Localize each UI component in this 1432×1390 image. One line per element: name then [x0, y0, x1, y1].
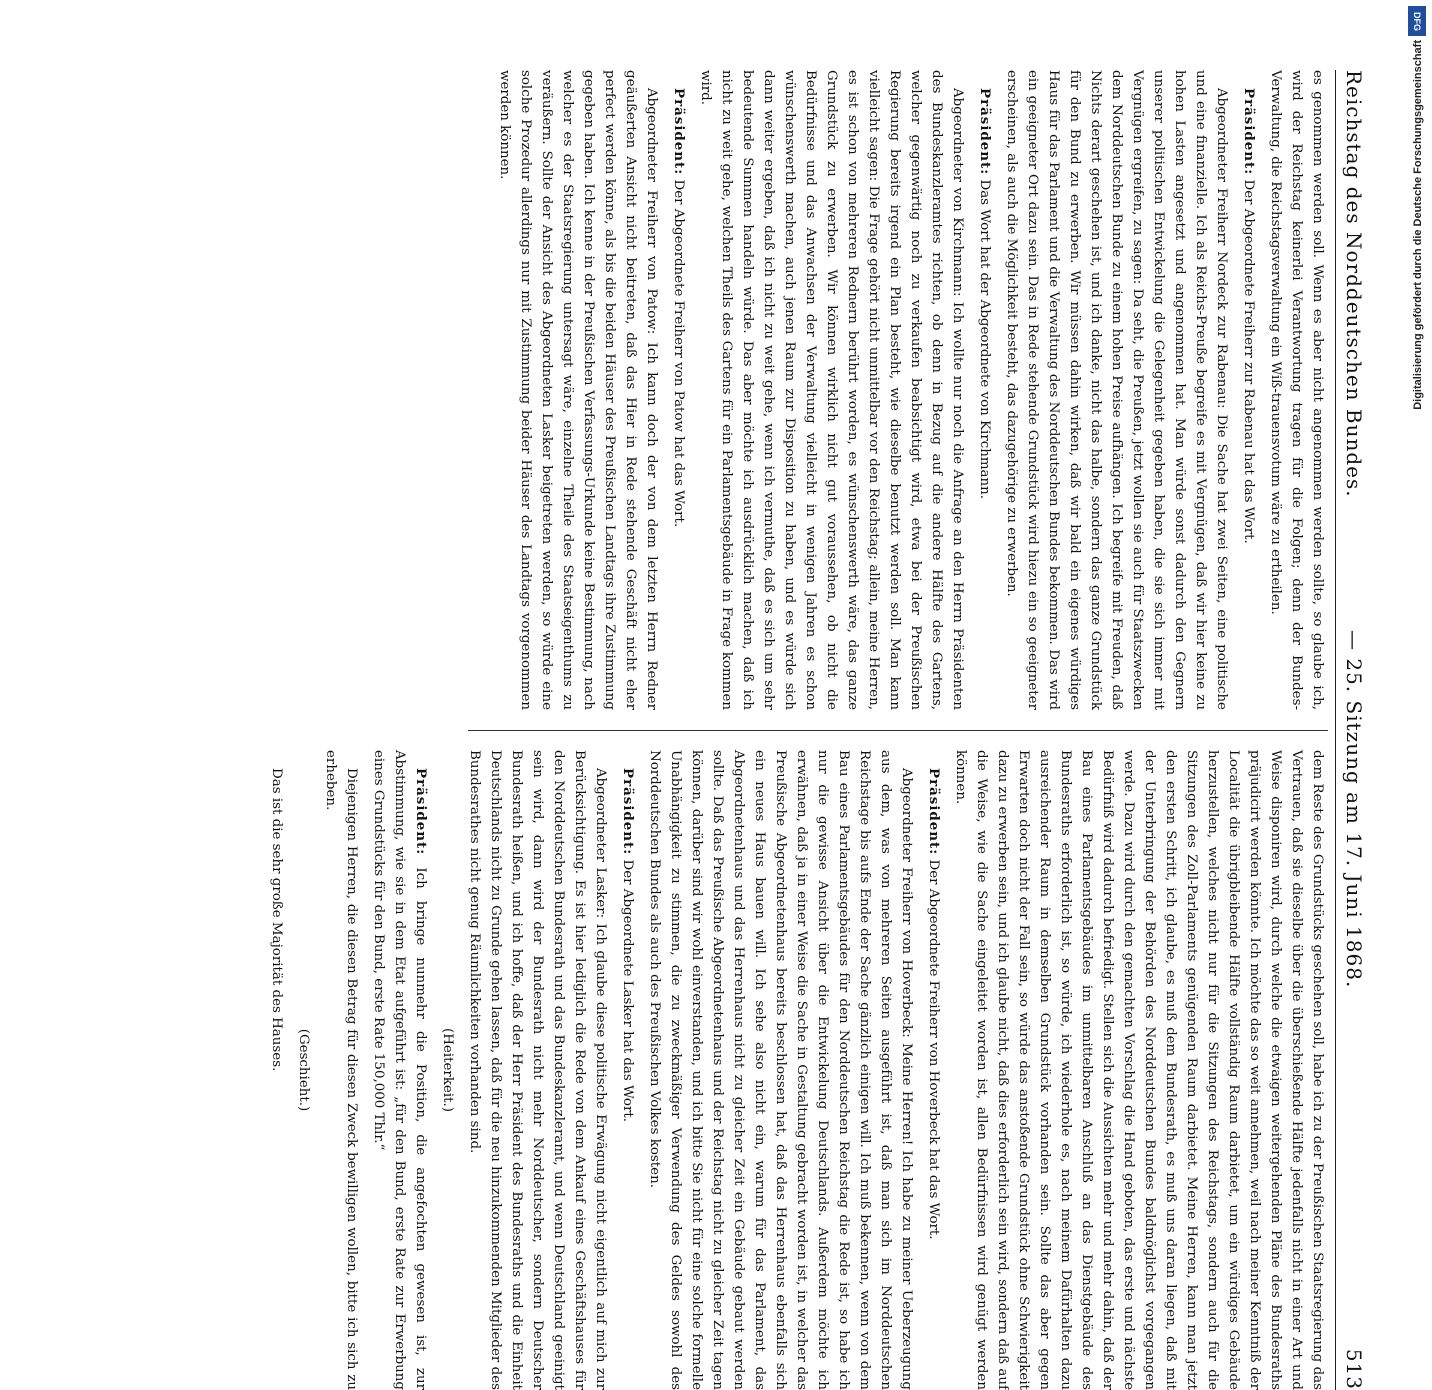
digitization-note: Digitalisierung gefördert durch die Deutsche Forschungsgemeinschaft — [1412, 40, 1424, 410]
document-page — [0, 30, 1392, 1390]
column-left — [468, 70, 1328, 710]
body-paragraph: dem Reste des Grundstücks geschehen soll, habe ich zu der Preußischen Staatsregierung das Vertrauen, daß sie dieselbe über die überschießende Hälfte jedenfalls nicht in einer Art und Weise disponiren wird, durch welche die etwaigen weitergehenden Pläne des Bundesraths präjudicirt werden könnte. Ich möchte das so weit annehmen, weil nach meiner Kenntniß der Localität die übrigbleibende Hälfte vollständig Raum darbietet, um ein würdiges Gebäude herzustellen, welches nicht nur für die Sitzungen des Reichstags, sondern auch für die Sitzungen des Zoll-Parlaments genügenden Raum darbietet. Meine Herren, kann man jetzt den ersten Schritt, ich glaube, es muß dem Bundesrath, es muß uns daran liegen, daß mit der Unterbringung der Behörden des Norddeutschen Bundes baldmöglichst vorgegangen werde. Dazu wird durch den gemachten Vorschlag die Hand geboten, das erste und nächste Bedürfniß wird dadurch befriedigt. Stellen sich die Aussichten mehr und mehr dahin, daß der Bau eines Parlamentsgebäudes im unmittelbaren Anschluß an das Dienstgebäude des Bundesraths erforderlich ist, so würde, ich wiederhole es, nach meinem Dafürhalten dazu ausreichender Raum in demselben Grundstück vorhanden sein. Sollte das aber gegen Erwarten doch nicht der Fall sein, so würde das anstoßende Grundstück ohne Schwierigkeit dazu zu erwerben sein, und ich glaube nicht, daß dies erforderlich sein wird, sondern daß auf die Weise, wie die Sache eingeleitet worden ist, allen Bedürfnissen wird genügt werden können. — [953, 750, 1325, 1390]
body-paragraph: Abgeordneter Freiherr von Patow: Ich kann doch der von dem letzten Herrn Redner geäußerten Ansicht nicht beitreten, daß das Hier in Rede stehende Geschäft nicht eher perfect werden könne, als bis die beiden Häuser des Preußischen Landtags ihre Zustimmung gegeben haben. Ich kenne in der Preußischen Verfassungs-Urkunde keine Bestimmung, nach welcher es der Staatsregierung untersagt wäre, einzelne Theile des Staatseigenthums zu veräußern. Sollte der Ansicht des Abgeordneten Lasker beigetreten werden, so würde eine solche Prozedur allerdings nur mit Zustimmung beider Häuser des Landtags vorgenommen werden können. — [497, 70, 659, 710]
stage-direction: (Geschieht.) — [296, 1028, 311, 1112]
speaker-paragraph — [617, 750, 638, 1390]
body-paragraph: Diejenigen Herren, die diesen Betrag für diesen Zweck bewilligen wollen, bitte ich sich zu erheben. — [323, 750, 359, 1390]
column-right — [269, 750, 1328, 1390]
speaker-label: Präsident: — [1241, 88, 1257, 176]
body-paragraph: Abgeordneter Freiherr von Hoverbeck: Meine Herren! Ich habe zu meiner Ueberzeugung aus dem, was von mehreren Seiten ausgeführt ist, daß man sich im Norddeutschen Reichstage bis aufs Ende der Sache gänzlich einigen will. Ich muß bekennen, wenn von dem Bau eines Parlamentsgebäudes für den Norddeutschen Reichstag die Rede ist, so habe ich nur die gewisse Ansicht über die Entwickelung Deutschlands. Außerdem möchte ich erwähnen, daß ja in einer Weise die Sache in Gestaltung gebracht worden ist, in welcher das Preußische Abgeordnetenhaus bereits beschlossen hat, daß das Herrenhaus ebenfalls sich ein neues Haus bauen will. Ich sehe also nicht ein, warum für das Parlament, das Abgeordnetenhaus und das Herrenhaus nicht zu gleicher Zeit ein Gebäude gebaut werden sollte. Daß das Preußische Abgeordnetenhaus und der Reichstag nicht zu gleicher Zeit tagen können, darüber sind wir wohl einverstanden, und ich bitte Sie nicht für eine solche formelle Unabhängigkeit zu stimmen, die zu zweckmäßiger Verwendung des Geldes sowohl des Norddeutschen Bundes als auch des Preußischen Volkes kosten. — [647, 750, 914, 1390]
speaker-text: Der Abgeordnete Freiherr von Hoverbeck hat das Wort. — [926, 859, 941, 1240]
speaker-label: Präsident: — [977, 88, 993, 176]
speaker-label: Präsident: — [413, 768, 429, 856]
body-paragraph: Abgeordneter Lasker: Ich glaube diese politische Erwägung nicht eigentlich auf mich zur Berücksichtigung. Es ist hier lediglich die Rede von dem Ankauf eines Geschäftshauses für den Norddeutschen Bundesrath und das Bundeskanzleramt, und wenn Deutschland geeinigt sein wird, dann wird der Bundesrath nicht mehr Norddeutscher, sondern Deutscher Bundesrath heißen, und ich hoffe, daß der Herr Präsident des Bundesraths und die Einheit Deutschlands nicht zu Grunde gehen lassen, daß für die neu hinzukommenden Mitglieder des Bundesrathes nicht genug Räumlichkeiten vorhanden sind. — [467, 750, 608, 1390]
speaker-paragraph — [668, 70, 689, 710]
body-paragraph: Abgeordneter Freiherr Nordeck zur Rabenau: Die Sache hat zwei Seiten, eine politische und eine finanzielle. Ich als Reichs-Preuße begreife es mit Vergnügen, daß wir hier keine zu hohen Lasten angesetzt und angenommen hat. Man würde sonst dadurch den Gegnern unserer politischen Entwickelung die Gelegenheit gegeben haben, die sie sich immer mit Vergnügen ergreifen, zu sagen: Da seht, die Preußen, jetzt wollen sie auch für Staatszwecken dem Norddeutschen Bunde zu einem hohen Preise aufhängen. Ich begreife mit Freuden, daß Nichts derart geschehen ist, und ich danke, nicht das halbe, sondern das ganze Grundstück für den Bund zu erwerben. Wir müssen dahin wirken, daß wir bald ein eigenes würdiges Haus für das Parlament und die Verwaltung des Norddeutschen Bundes bekommen. Das wird ein geeigneter Ort dazu sein. Das in Rede stehende Grundstück wird hiezu ein so geeigneter erscheinen, als auch die Möglichkeit besteht, das dazugehörige zu erwerben. — [1004, 70, 1229, 710]
speaker-label: Präsident: — [671, 88, 687, 176]
speaker-text: Der Abgeordnete Freiherr von Patow hat das Wort. — [671, 179, 686, 528]
speaker-text: Der Abgeordnete Lasker hat das Wort. — [620, 859, 635, 1122]
speaker-text: Ich bringe nunmehr die Position, die angefochten gewesen ist, zur Abstimmung, wie sie in dem Etat aufgeführt ist: „für den Bund, erste Rate zur Erwerbung eines Grundstücks für den Bund, erste Rate 150,000 Thlr.“ — [371, 750, 428, 1390]
speaker-text: Das Wort hat der Abgeordnete von Kirchmann. — [977, 179, 992, 500]
body-paragraph: es genommen werden soll. Wenn es aber nicht angenommen werden sollte, so glaube ich, wird der Reichstag keinerlei Verantwortung tragen für die Folgen; denn der Bundes-Verwaltung, die Reichstagsverwaltung ein Wiß-trauensvotum wäre zu ertheilen. — [1268, 70, 1325, 710]
speaker-label: Präsident: — [620, 768, 636, 856]
body-paragraph: Abgeordneter von Kirchmann: Ich wollte nur noch die Anfrage an den Herrn Präsidenten des Bundeskanzleramtes richten, ob denn in Bezug auf die andere Hälfte des Gartens, welcher gegenwärtig noch zu verkaufen beabsichtigt wird, etwa bei der Preußischen Regierung bereits irgend ein Plan besteht, wie dieselbe benutzt werden soll. Man kann vielleicht sagen: Die Frage gehört nicht unmittelbar vor den Reichstag; allein, meine Herren, es ist schon von mehreren Rednern berührt worden, es wünschenswerth wäre, das ganze Grundstück zu erwerben. Wir können wirklich nicht gut voraussehen, ob nicht die Bedürfnisse und das Anwachsen der Verwaltung vielleicht in wenigen Jahren es schon wünschenswerth machen, auch jenen Raum zur Disposition zu haben, und es würde sich dann weiter ergeben, daß ich nicht zu weit gehe, wenn ich vermuthe, daß es sich um sehr bedeutende Summen handeln würde. Das aber möchte ich ausdrücklich machen, daß ich nicht zu weit gehe, welchen Theils des Gartens für ein Parlamentsgebäude in Frage kommen wird. — [698, 70, 965, 710]
speaker-paragraph — [1238, 70, 1259, 710]
speaker-paragraph — [974, 70, 995, 710]
column-divider — [468, 730, 1328, 731]
speaker-paragraph — [368, 750, 431, 1390]
stage-direction: (Heiterkeit.) — [440, 1028, 455, 1112]
speaker-label: Präsident: — [926, 768, 942, 856]
page-number: 513 — [1342, 1348, 1366, 1390]
body-paragraph: Das ist die sehr große Majorität des Hauses. — [269, 768, 284, 1072]
header-session: — 25. Sitzung am 17. Juni 1868. — [1342, 630, 1366, 989]
speaker-text: Der Abgeordnete Freiherr zur Rabenau hat das Wort. — [1241, 179, 1256, 544]
dfg-logo: DFG — [1408, 6, 1426, 36]
speaker-paragraph — [923, 750, 944, 1390]
header-title: Reichstag des Norddeutschen Bundes. — [1342, 70, 1366, 498]
running-header — [1335, 70, 1372, 1390]
